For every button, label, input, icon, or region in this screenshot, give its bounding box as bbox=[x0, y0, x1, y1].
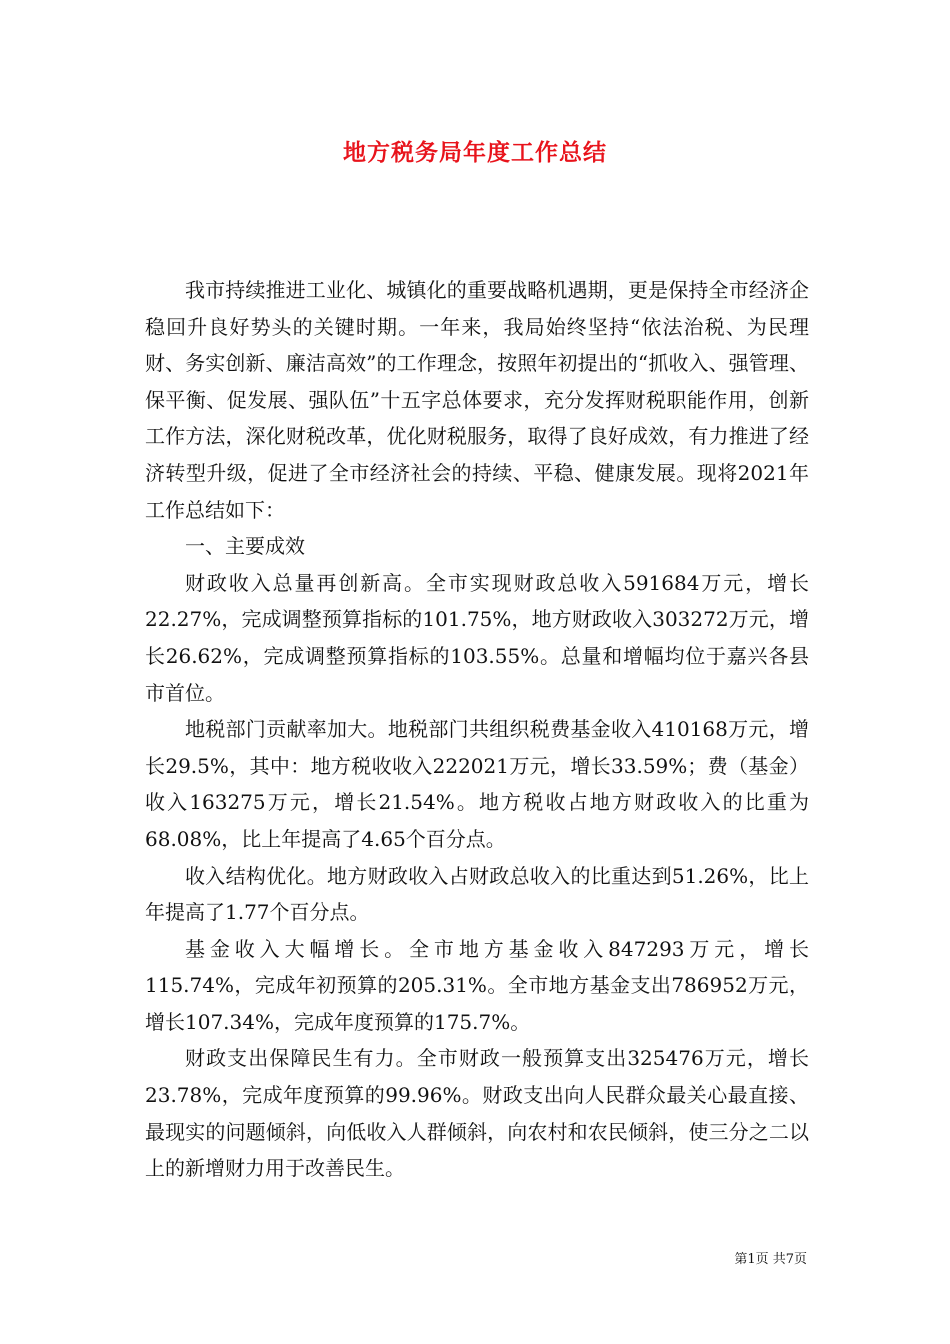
paragraph-revenue-total: 财政收入总量再创新高。全市实现财政总收入591684万元，增长22.27%，完成调整预算指标的101.75%，地方财政收入303272万元，增长26.62%，完成调整预算指标的103.55%。总量和增幅均位于嘉兴各县市首位。 bbox=[145, 570, 809, 705]
paragraph-tax-contribution: 地税部门贡献率加大。地税部门共组织税费基金收入410168万元，增长29.5%，其中：地方税收收入222021万元，增长33.59%；费（基金）收入163275万元，增长21.54%。地方税收占地方财政收入的比重为68.08%，比上年提高了4.65个百分点。 bbox=[145, 717, 809, 851]
document-body bbox=[145, 272, 809, 1187]
paragraph-revenue-structure: 收入结构优化。地方财政收入占财政总收入的比重达到51.26%，比上年提高了1.77个百分点。 bbox=[145, 863, 809, 925]
paragraph-expenditure: 财政支出保障民生有力。全市财政一般预算支出325476万元，增长23.78%，完成年度预算的99.96%。财政支出向人民群众最关心最直接、最现实的问题倾斜，向低收入人群倾斜，向农村和农民倾斜，使三分之二以上的新增财力用于改善民生。 bbox=[145, 1046, 809, 1181]
page-number: 第1页 共7页 bbox=[734, 1252, 807, 1267]
section-heading: 一、主要成效 bbox=[185, 534, 305, 559]
document-title: 地方税务局年度工作总结 bbox=[343, 139, 607, 166]
paragraph-intro: 我市持续推进工业化、城镇化的重要战略机遇期，更是保持全市经济企稳回升良好势头的关键时期。一年来，我局始终坚持“依法治税、为民理财、务实创新、廉洁高效”的工作理念，按照年初提出的“抓收入、强管理、保平衡、促发展、强队伍”十五字总体要求，充分发挥财税职能作用，创新工作方法，深化财税改革，优化财税服务，取得了良好成效，有力推进了经济转型升级，促进了全市经济社会的持续、平稳、健康发展。现将2021年工作总结如下： bbox=[145, 278, 809, 522]
paragraph-fund-revenue: 基金收入大幅增长。全市地方基金收入847293万元，增长115.74%，完成年初预算的205.31%。全市地方基金支出786952万元，增长107.34%，完成年度预算的175.7%。 bbox=[145, 936, 809, 1034]
